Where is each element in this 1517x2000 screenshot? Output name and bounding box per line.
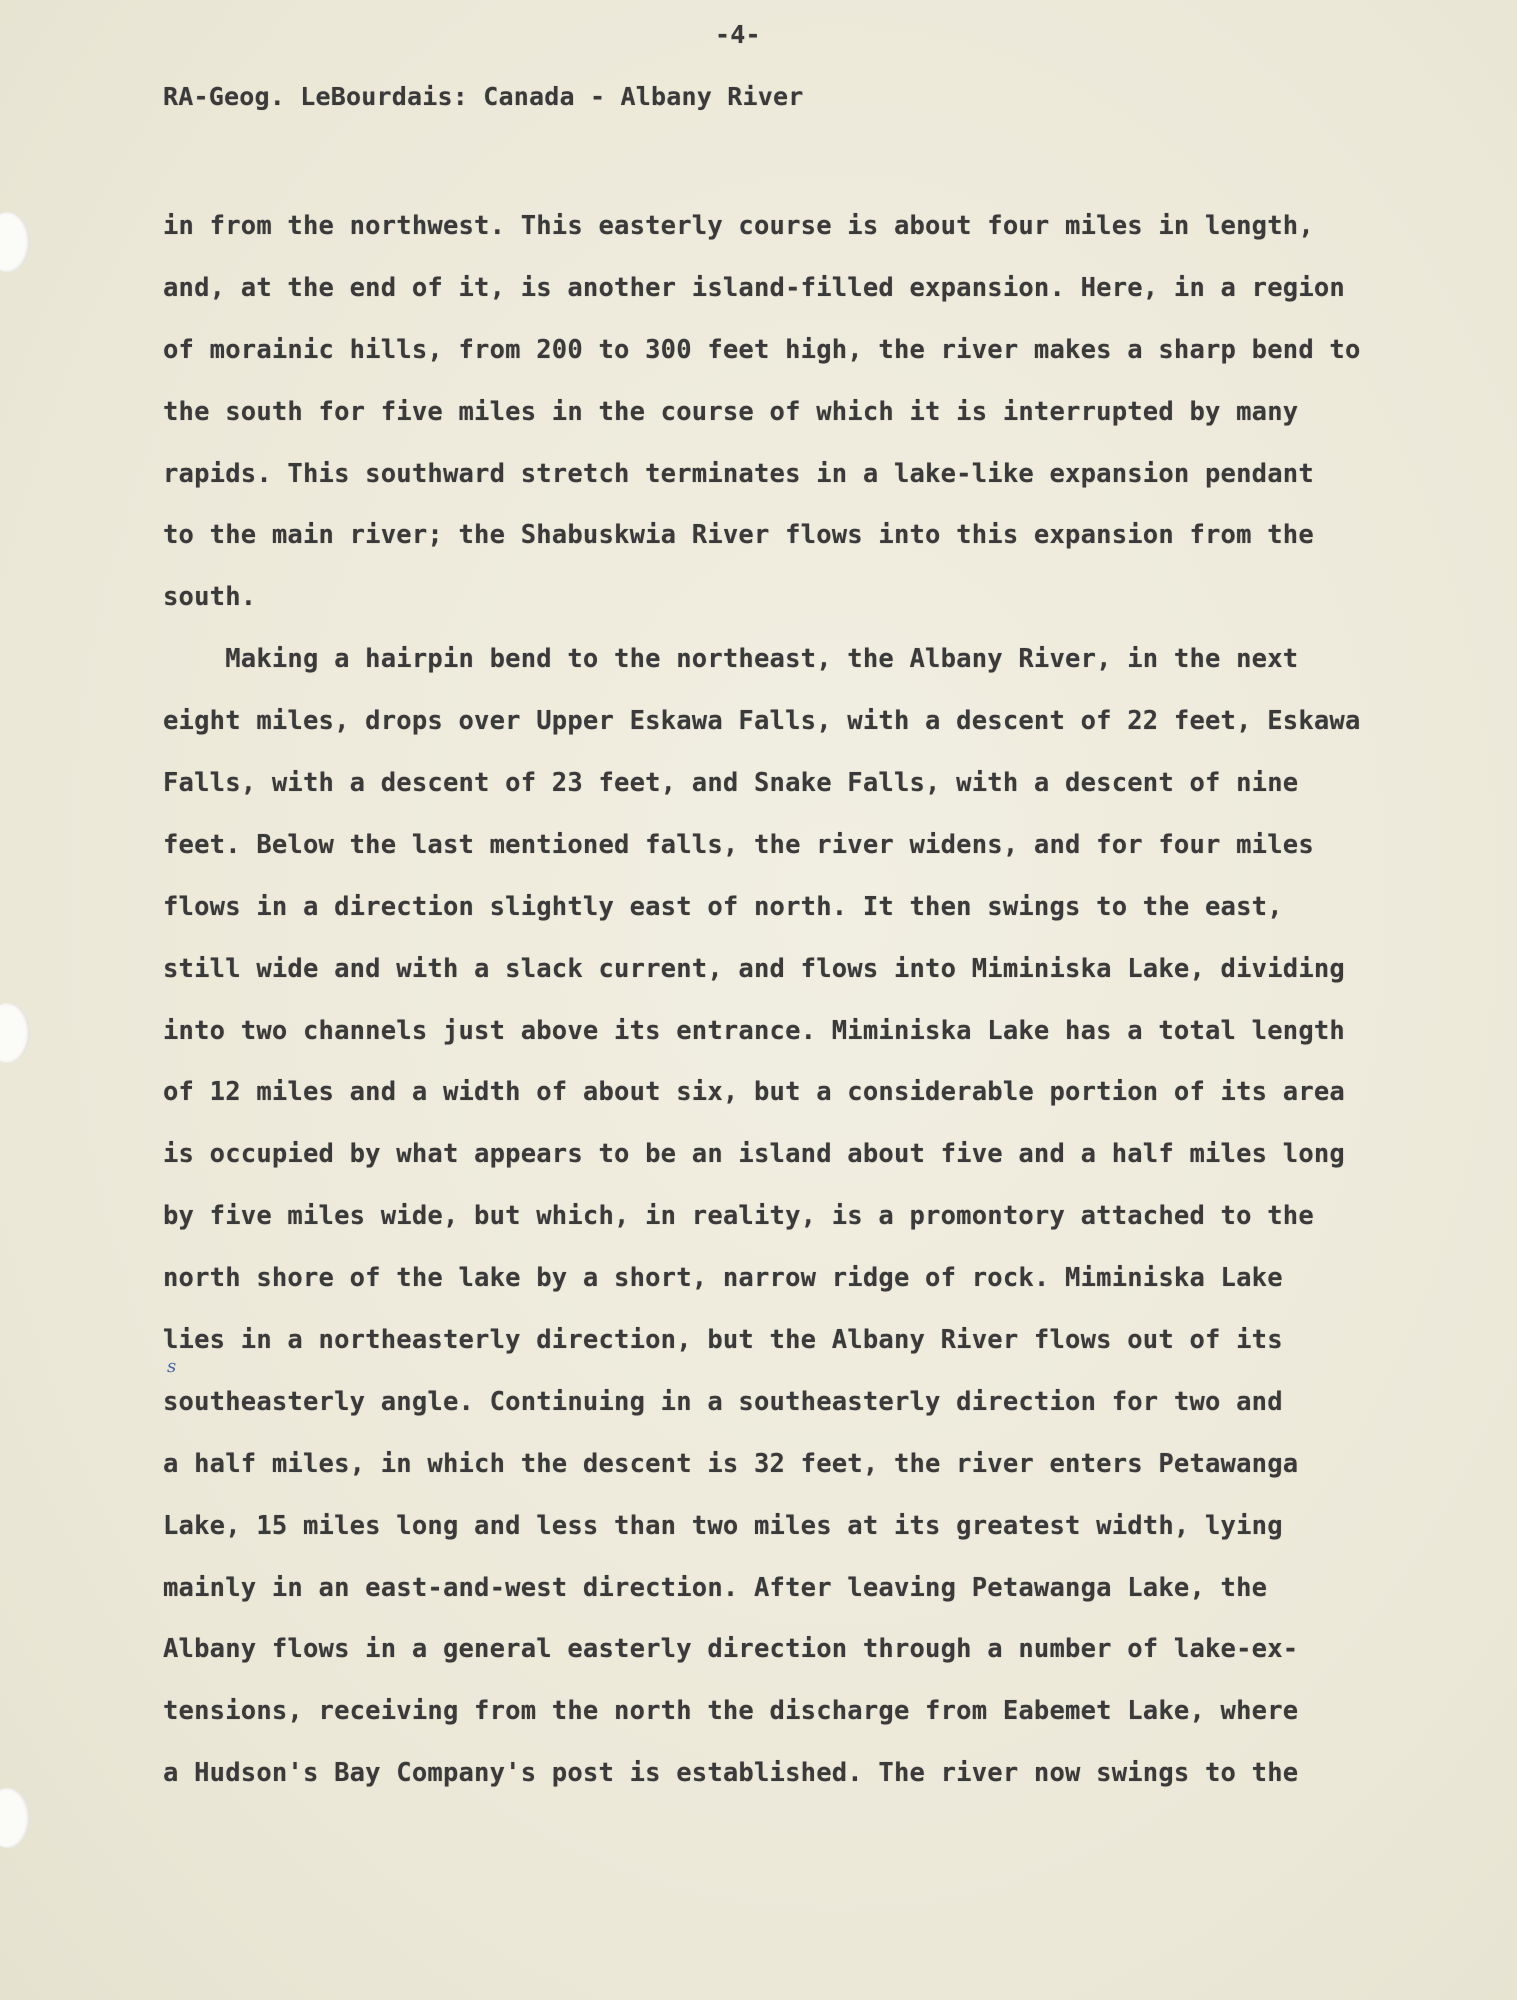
text-line: and, at the end of it, is another island-filled expansion. Here, in a region xyxy=(163,272,1345,303)
text-line: a Hudson's Bay Company's post is established. The river now swings to the xyxy=(163,1758,1299,1789)
punch-hole-bottom xyxy=(0,1788,30,1848)
text-line: Falls, with a descent of 23 feet, and Snake Falls, with a descent of nine xyxy=(163,768,1299,799)
punch-hole-middle xyxy=(0,1003,30,1063)
text-line: still wide and with a slack current, and flows into Miminiska Lake, dividing xyxy=(163,953,1345,984)
text-line: rapids. This southward stretch terminates in a lake-like expansion pendant xyxy=(163,458,1314,489)
text-line: lies in a northeasterly direction, but the Albany River flows out of its xyxy=(163,1325,1283,1356)
text-line: tensions, receiving from the north the discharge from Eabemet Lake, where xyxy=(163,1696,1299,1727)
text-line: Making a hairpin bend to the northeast, the Albany River, in the next xyxy=(163,644,1299,675)
text-line: a half miles, in which the descent is 32 feet, the river enters Petawanga xyxy=(163,1448,1299,1479)
handwritten-correction-mark: s xyxy=(167,1356,177,1377)
text-line: is occupied by what appears to be an island about five and a half miles long xyxy=(163,1139,1345,1170)
text-line: to the main river; the Shabuskwia River flows into this expansion from the xyxy=(163,520,1314,551)
text-line: the south for five miles in the course of which it is interrupted by many xyxy=(163,396,1299,427)
text-line: of morainic hills, from 200 to 300 feet high, the river makes a sharp bend to xyxy=(163,334,1361,365)
text-line: Lake, 15 miles long and less than two miles at its greatest width, lying xyxy=(163,1510,1283,1541)
text-line: eight miles, drops over Upper Eskawa Falls, with a descent of 22 feet, Eskawa xyxy=(163,706,1361,737)
text-line: southeasterly angle. Continuing in a southeasterly direction for two and xyxy=(163,1386,1283,1417)
text-line: north shore of the lake by a short, narrow ridge of rock. Miminiska Lake xyxy=(163,1263,1283,1294)
text-line: Albany flows in a general easterly direction through a number of lake-ex- xyxy=(163,1634,1299,1665)
text-line: of 12 miles and a width of about six, but a considerable portion of its area xyxy=(163,1077,1345,1108)
text-line: south. xyxy=(163,582,257,613)
document-header: RA-Geog. LeBourdais: Canada - Albany River xyxy=(163,82,804,111)
text-line: in from the northwest. This easterly course is about four miles in length, xyxy=(163,211,1314,241)
text-line: by five miles wide, but which, in reality, is a promontory attached to the xyxy=(163,1201,1314,1232)
text-line: into two channels just above its entrance. Miminiska Lake has a total length xyxy=(163,1015,1345,1046)
text-line: mainly in an east-and-west direction. After leaving Petawanga Lake, the xyxy=(163,1572,1268,1603)
text-line: flows in a direction slightly east of north. It then swings to the east, xyxy=(163,891,1283,922)
text-line: feet. Below the last mentioned falls, the river widens, and for four miles xyxy=(163,829,1314,860)
page-number: -4- xyxy=(715,20,761,49)
body-text xyxy=(163,196,1363,1805)
punch-hole-top xyxy=(0,212,30,272)
